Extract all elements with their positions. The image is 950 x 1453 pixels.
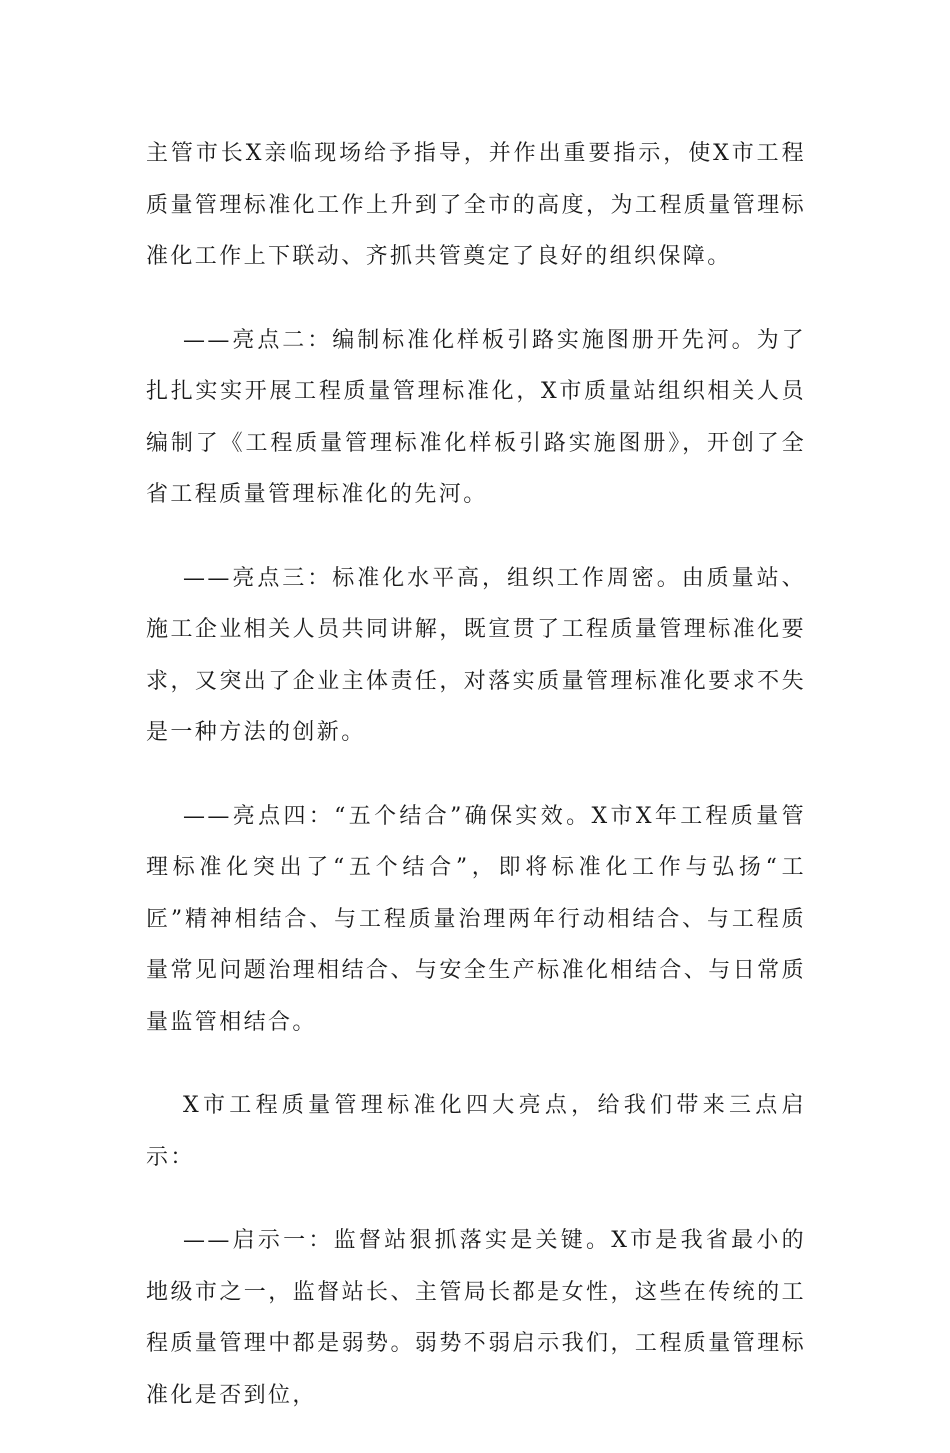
paragraph-insight-one: ——启示一：监督站狠抓落实是关键。X市是我省最小的地级市之一，监督站长、主管局长都是女性，这些在传统的工程质量管理中都是弱势。弱势不弱启示我们，工程质量管理标准化是否到位， <box>146 1228 806 1408</box>
paragraph-highlight-two: ——亮点二：编制标准化样板引路实施图册开先河。为了扎扎实实开展工程质量管理标准化，X市质量站组织相关人员编制了《工程质量管理标准化样板引路实施图册》，开创了全省工程质量管理标准化的先河。 <box>146 327 806 507</box>
document-body <box>146 128 806 1453</box>
paragraph-highlight-four: ——亮点四：“五个结合”确保实效。X市X年工程质量管理标准化突出了“五个结合”，即将标准化工作与弘扬“工匠”精神相结合、与工程质量治理两年行动相结合、与工程质量常见问题治理相结合、与安全生产标准化相结合、与日常质量监管相结合。 <box>146 803 806 1035</box>
paragraph-summary: X市工程质量管理标准化四大亮点，给我们带来三点启示： <box>146 1093 806 1170</box>
paragraph-continuation: 主管市长X亲临现场给予指导，并作出重要指示，使X市工程质量管理标准化工作上升到了全市的高度，为工程质量管理标准化工作上下联动、齐抓共管奠定了良好的组织保障。 <box>146 141 806 269</box>
paragraph-highlight-three: ——亮点三：标准化水平高，组织工作周密。由质量站、施工企业相关人员共同讲解，既宣贯了工程质量管理标准化要求，又突出了企业主体责任，对落实质量管理标准化要求不失是一种方法的创新。 <box>146 565 806 745</box>
